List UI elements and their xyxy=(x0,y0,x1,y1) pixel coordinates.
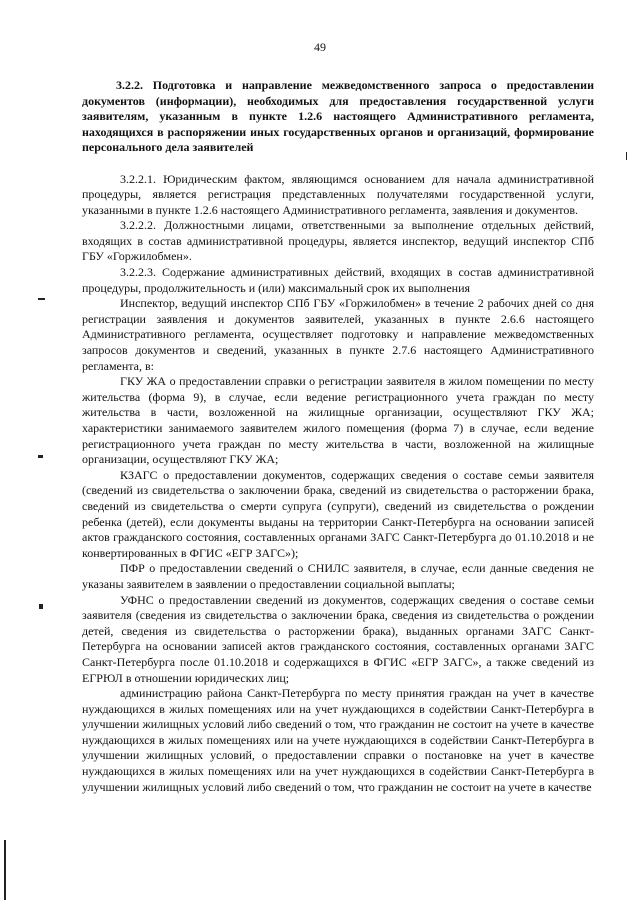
scan-mark-4 xyxy=(4,840,6,900)
paragraph-3-2-2-3: 3.2.2.3. Содержание административных действий, входящих в состав административной процедуры, продолжительность и (или) максимальный срок их выполнения xyxy=(82,265,594,295)
paragraph-inspector: Инспектор, ведущий инспектор СПб ГБУ «Горжилобмен» в течение 2 рабочих дней со дня регистрации заявления и документов заявителей, указанных в пункте 2.6.6 настоящего Административного регламента, осуществляет подготовку и направление межведомственных запросов документов и сведений, указанных в пункте 2.7.6 настоящего Административного регламента, в: xyxy=(82,296,594,373)
paragraph-3-2-2-1: 3.2.2.1. Юридическим фактом, являющимся основанием для начала административной процедуры, является регистрация представленных получателями государственной услуги, указанными в пункте 1.2.6 настоящего Административного регламента, заявления и документов. xyxy=(82,171,594,217)
paragraph-administration: администрацию района Санкт-Петербурга по месту принятия граждан на учет в качестве нуждающихся в жилых помещениях или на учет нуждающихся в содействии Санкт-Петербурга в улучшении жилищных условий либо сведений о том, что гражданин не состоит на учете в качестве нуждающихся в жилых помещениях или на учете нуждающихся в содействии Санкт-Петербурга в улучшении жилищных условий, о предоставлении справки о постановке на учет в качестве нуждающихся в жилых помещениях или на учет нуждающихся в содействии Санкт-Петербурга в улучшении жилищных условий либо сведений о том, что гражданин не состоит на учете в качестве xyxy=(82,686,594,794)
document-body xyxy=(82,78,594,795)
paragraph-pfr: ПФР о предоставлении сведений о СНИЛС заявителя, в случае, если данные сведения не указаны заявителем в заявлении о предоставлении социальной выплаты; xyxy=(82,561,594,591)
section-heading: 3.2.2. Подготовка и направление межведомственного запроса о предоставлении документов (информации), необходимых для предоставления государственной услуги заявителям, указанным в пункте 1.2.6 настоящего Административного регламента, находящихся в распоряжении иных государственных органов и организаций, формирование персонального дела заявителей xyxy=(82,78,594,154)
scan-mark-3 xyxy=(39,604,43,609)
paragraph-ufns: УФНС о предоставлении сведений из документов, содержащих сведения о составе семьи заявителя (сведения из свидетельства о заключении брака, сведения из свидетельства о рождении детей, сведения из свидетельства о расторжении брака), выданных органами ЗАГС Санкт-Петербурга на основании записей актов гражданского состояния, составленных органами ЗАГС Санкт-Петербурга после 01.10.2018 и содержащихся в ФГИС «ЕГР ЗАГС», а также сведений из ЕГРЮЛ в отношении юридических лиц; xyxy=(82,592,594,685)
page-number: 49 xyxy=(314,40,326,54)
paragraph-gku-zha: ГКУ ЖА о предоставлении справки о регистрации заявителя в жилом помещении по месту жительства (форма 9), в случае, если ведение регистрационного учета граждан по месту жительства в части, возложенной на жилищные организации, осуществляют ГКУ ЖА; характеристики занимаемого заявителем жилого помещения (форма 7) в случае, если ведение регистрационного учета граждан по месту жительства в части, возложенной на жилищные организации, осуществляют ГКУ ЖА; xyxy=(82,374,594,467)
paragraph-3-2-2-2: 3.2.2.2. Должностными лицами, ответственными за выполнение отдельных действий, входящих в состав административной процедуры, является инспектор, ведущий инспектор СПб ГБУ «Горжилобмен». xyxy=(82,218,594,264)
scan-mark-2 xyxy=(38,455,43,458)
paragraph-kzags: КЗАГС о предоставлении документов, содержащих сведения о составе семьи заявителя (сведений из свидетельства о заключении брака, сведений из свидетельства о расторжении брака, сведений из свидетельства о смерти супруга (супруги), сведений из свидетельства о рождении ребенка (детей), если документы выданы на территории Санкт-Петербурга на основании записей актов гражданского состояния, составленных органами ЗАГС Санкт-Петербурга до 01.10.2018 и не конвертированных в ФГИС «ЕГР ЗАГС»); xyxy=(82,467,594,560)
scan-mark-1 xyxy=(38,298,45,300)
scan-mark-5 xyxy=(626,152,627,160)
